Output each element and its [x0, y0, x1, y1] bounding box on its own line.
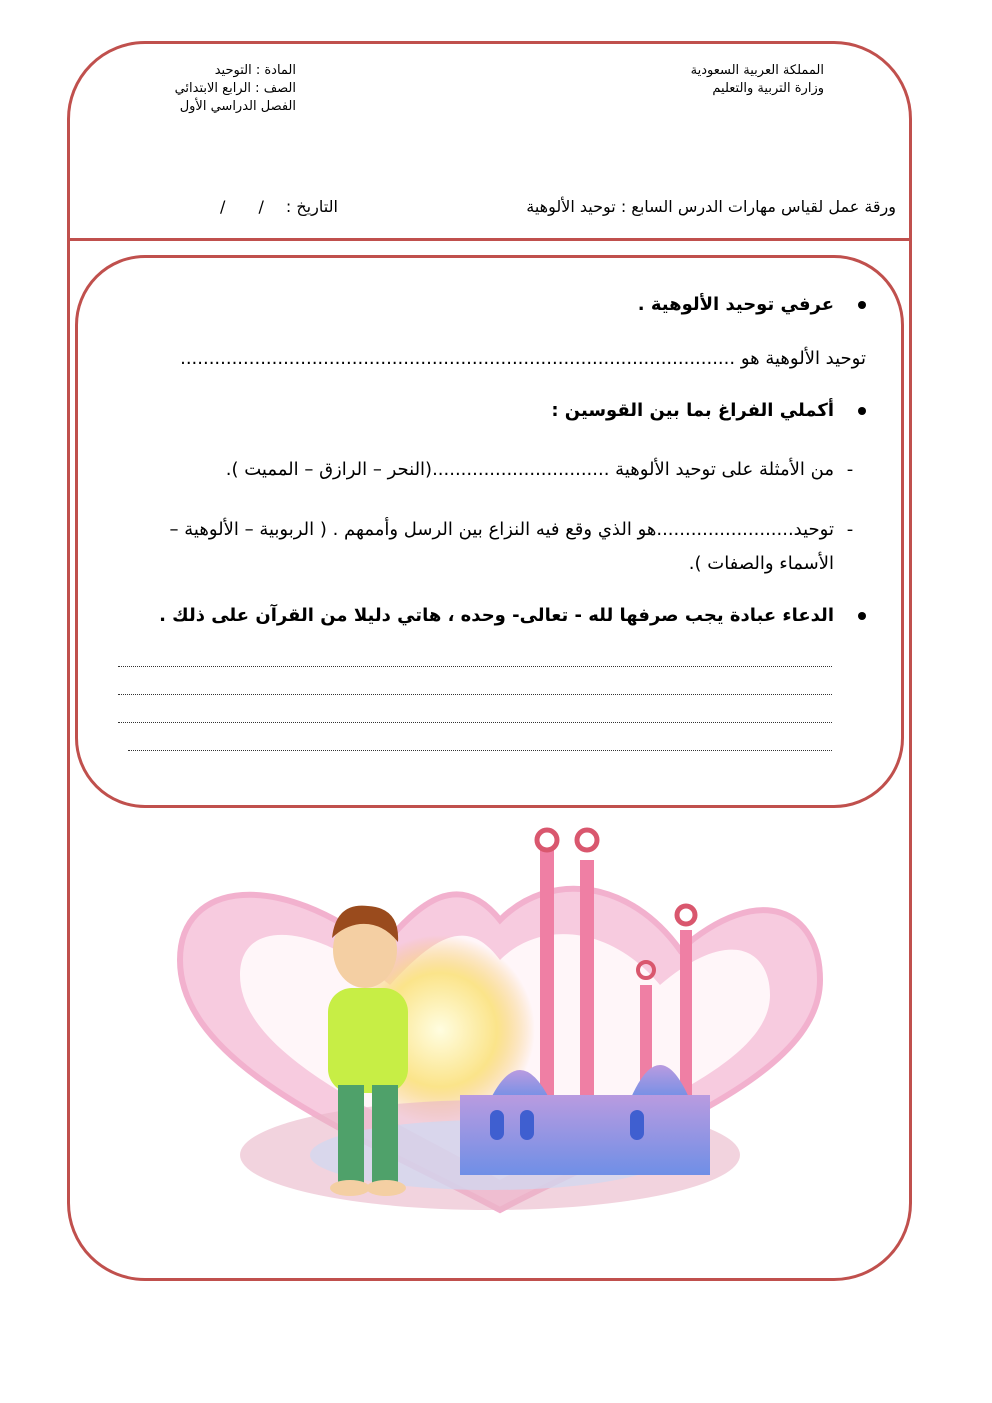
fill-item-text[interactable]: توحيد........................هو الذي وقع فيه النزاع بين الرسل وأممهم . ( الربوبية – الألوهية – الأسماء والصفات ).: [169, 519, 834, 574]
bullet-icon: [858, 407, 866, 415]
header-line: المملكة العربية السعودية: [690, 63, 824, 78]
question-heading: أكملي الفراغ بما بين القوسين :: [551, 400, 834, 421]
date-slashes: / /: [220, 197, 278, 216]
definition-line[interactable]: توحيد الألوهية هو .................................................................................................: [180, 348, 866, 369]
question-heading: الدعاء عبادة يجب صرفها لله - تعالى- وحده ، هاتي دليلا من القرآن على ذلك .: [159, 605, 834, 626]
header-divider: [68, 238, 911, 241]
bullet-icon: [858, 612, 866, 620]
question-heading: عرفي توحيد الألوهية .: [637, 294, 834, 315]
question-2: [112, 400, 866, 421]
fill-item-2: - توحيد........................هو الذي وقع فيه النزاع بين الرسل وأممهم . ( الربوبية – الألوهية – الأسماء والصفات ).: [112, 513, 866, 581]
question-3: [112, 605, 866, 626]
question-1: [112, 294, 866, 315]
date-label: التاريخ :: [285, 197, 338, 216]
answer-line[interactable]: [118, 693, 832, 695]
answer-line[interactable]: [118, 665, 832, 667]
header-line: وزارة التربية والتعليم: [712, 81, 824, 96]
answer-line[interactable]: [128, 749, 832, 751]
worksheet-title: ورقة عمل لقياس مهارات الدرس السابع : توحيد الألوهية: [526, 197, 896, 216]
fill-item-text[interactable]: من الأمثلة على توحيد الألوهية ...............................(النحر – الرازق – المميت ).: [225, 459, 834, 480]
fill-item-1: - من الأمثلة على توحيد الألوهية ...............................(النحر – الرازق – المميت ).: [112, 453, 866, 487]
bullet-icon: [858, 301, 866, 309]
header-line: الفصل الدراسي الأول: [179, 99, 296, 114]
answer-line[interactable]: [118, 721, 832, 723]
date-field: [220, 197, 338, 216]
header-ministry: [691, 62, 824, 98]
header-line: المادة : التوحيد: [214, 63, 296, 78]
header-subject: [175, 62, 296, 116]
header-line: الصف : الرابع الابتدائي: [174, 81, 296, 96]
illustration: [160, 810, 840, 1270]
worksheet-title-row: [220, 197, 896, 216]
